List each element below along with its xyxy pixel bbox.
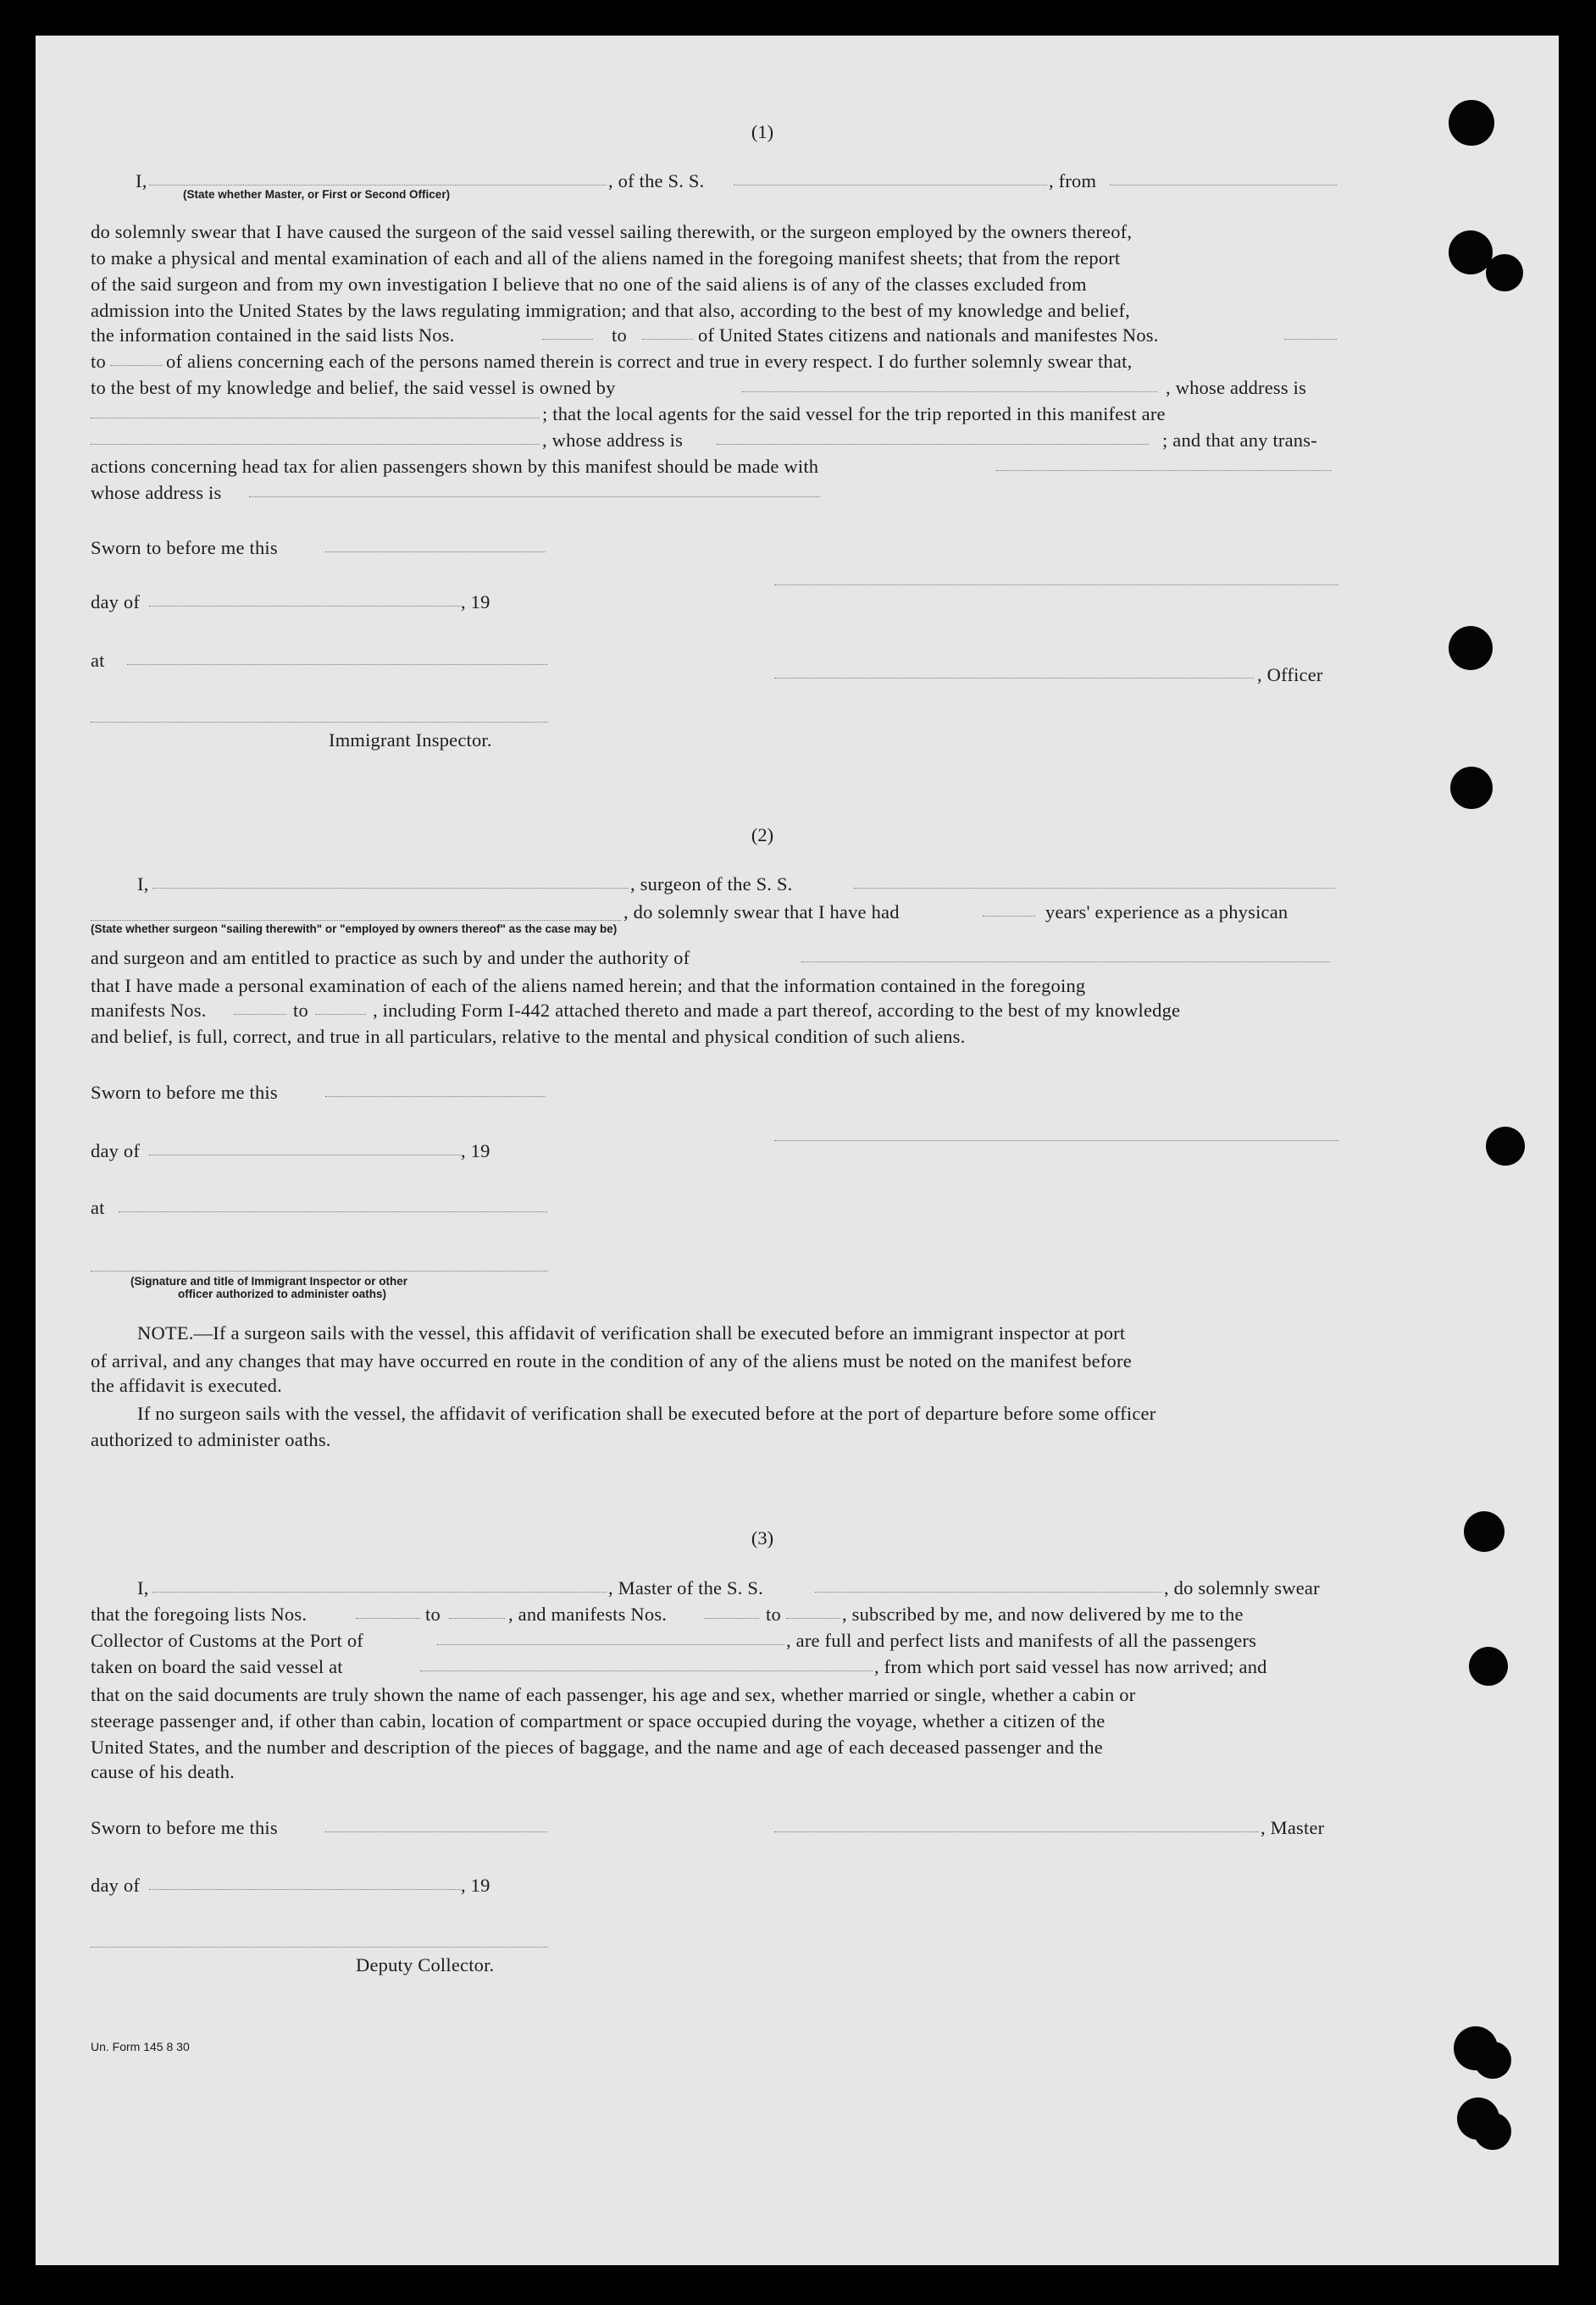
- s1-agents-address: , whose address is: [542, 429, 684, 451]
- s1-whose-address: whose address is: [91, 482, 222, 503]
- s3-lists-to-line: [449, 1618, 505, 1619]
- s3-master-signature-line: [774, 1831, 1259, 1832]
- s2-belief: and belief, is full, correct, and true in all particulars, relative to the mental and physical condition of such aliens.: [91, 1026, 966, 1047]
- s3-para-line-1: that on the said documents are truly shown the name of each passenger, his age and sex, whether married or single, whether a cabin or: [91, 1684, 1136, 1705]
- s1-officer-name-line: [149, 185, 607, 186]
- s1-agents-line: [91, 444, 540, 445]
- s2-signature-note-2: officer authorized to administer oaths): [178, 1288, 387, 1300]
- s3-master-of: , Master of the S. S.: [608, 1577, 763, 1599]
- form-number: Un. Form 145 8 30: [91, 2040, 190, 2053]
- s1-para-line-3: of the said surgeon and from my own investigation I believe that no one of the said aliens is of any of the classes excluded from: [91, 274, 1087, 295]
- s1-owner-line: [742, 391, 1157, 392]
- s2-sworn-line: [325, 1096, 546, 1097]
- s3-day-line: [149, 1889, 461, 1890]
- s1-lists-to-line: [642, 339, 693, 340]
- s2-inspector-line: [91, 1271, 548, 1272]
- s2-years-line: [983, 916, 1035, 917]
- s2-at-line: [119, 1211, 547, 1212]
- s1-head-tax-line: [996, 470, 1332, 471]
- s2-note2-line-1: If no surgeon sails with the vessel, the affidavit of verification shall be executed before at the port of departure before some officer: [137, 1403, 1156, 1424]
- s1-sworn-line: [325, 551, 546, 552]
- s2-authority: and surgeon and am entitled to practice as such by and under the authority of: [91, 947, 690, 968]
- s2-manifest-from-line: [234, 1014, 286, 1015]
- s3-sworn: Sworn to before me this: [91, 1817, 278, 1838]
- s1-from-line: [1110, 185, 1337, 186]
- s2-nineteen: , 19: [461, 1140, 490, 1161]
- s1-head-tax-address-line: [249, 496, 820, 497]
- s2-note2-line-2: authorized to administer oaths.: [91, 1429, 331, 1450]
- s2-signature-line: [774, 1140, 1338, 1141]
- s3-para-line-3: United States, and the number and description of the pieces of baggage, and the name and age of each deceased passenger and the: [91, 1737, 1103, 1758]
- s3-port-line: [437, 1644, 784, 1645]
- section-1-heading: (1): [751, 121, 774, 142]
- s3-master-name-line: [152, 1592, 607, 1593]
- punch-hole: [1449, 626, 1493, 670]
- s2-personal-exam: that I have made a personal examination of each of the aliens named herein; and that the information contained in the foregoing: [91, 975, 1086, 996]
- s2-manifests-nos: manifests Nos.: [91, 1000, 207, 1021]
- s3-lists-to: to: [425, 1604, 441, 1625]
- s1-citizens: of United States citizens and nationals and manifestes Nos.: [698, 324, 1159, 346]
- s2-form-442: , including Form I-442 attached thereto and made a part thereof, according to the best of my knowledge: [373, 1000, 1181, 1021]
- s1-manifest-to-line: [110, 365, 163, 366]
- s1-officer: , Officer: [1257, 664, 1323, 685]
- s3-solemnly: , do solemnly swear: [1164, 1577, 1320, 1599]
- s1-any-trans: ; and that any trans-: [1162, 429, 1317, 451]
- s3-vessel-line: [815, 1592, 1162, 1593]
- s1-para-line-1: do solemnly swear that I have caused the surgeon of the said vessel sailing therewith, or the surgeon employed by the owners thereof,: [91, 221, 1133, 242]
- punch-hole: [1469, 1647, 1508, 1686]
- s2-i: I,: [137, 873, 149, 895]
- s2-surgeon-of: , surgeon of the S. S.: [630, 873, 793, 895]
- s2-note-line-1: NOTE.—If a surgeon sails with the vessel, this affidavit of verification shall be executed before an immigrant inspector at port: [137, 1322, 1126, 1344]
- s2-line-2: [91, 920, 621, 921]
- s1-lists-nos: the information contained in the said lists Nos.: [91, 324, 455, 346]
- s1-vessel-name-line: [734, 185, 1047, 186]
- s2-note-line-2: of arrival, and any changes that may have occurred en route in the condition of any of the aliens must be noted on the manifest before: [91, 1350, 1132, 1371]
- s1-local-agents: ; that the local agents for the said vessel for the trip reported in this manifest are: [542, 403, 1166, 424]
- s3-nineteen: , 19: [461, 1875, 490, 1896]
- s1-para-line-2: to make a physical and mental examination of each and all of the aliens named in the foregoing manifest sheets; that from the report: [91, 247, 1121, 269]
- s1-nineteen: , 19: [461, 591, 490, 612]
- s2-vessel-line: [854, 888, 1335, 889]
- s2-authority-line: [801, 961, 1330, 962]
- s1-aliens-text: of aliens concerning each of the persons named therein is correct and true in every respect. I do further solemnly swear that,: [166, 351, 1133, 372]
- s1-para-line-4: admission into the United States by the laws regulating immigration; and that also, according to the best of my knowledge and belief,: [91, 300, 1130, 321]
- section-3-heading: (3): [751, 1527, 774, 1549]
- s1-to: to: [91, 351, 106, 372]
- s1-officer-line: [774, 678, 1254, 679]
- s1-agents-address-line: [717, 444, 1149, 445]
- s3-death: cause of his death.: [91, 1761, 235, 1782]
- s2-do-swear: , do solemnly swear that I have had: [623, 901, 900, 923]
- s2-years: years' experience as a physican: [1045, 901, 1288, 923]
- s2-surgeon-name-line: [152, 888, 629, 889]
- s2-at: at: [91, 1197, 105, 1218]
- s3-lists-nos: that the foregoing lists Nos.: [91, 1604, 308, 1625]
- s1-at: at: [91, 650, 105, 671]
- s2-signature-note-1: (Signature and title of Immigrant Inspector or other: [130, 1275, 408, 1288]
- s1-i: I,: [136, 170, 147, 191]
- s1-owner-address: , whose address is: [1166, 377, 1307, 398]
- s2-surgeon-note: (State whether surgeon "sailing therewith" or "employed by owners thereof" as the case may be): [91, 923, 618, 935]
- s2-manifest-to-line: [315, 1014, 366, 1015]
- s1-manifests-line: [1284, 339, 1337, 340]
- s3-taken-on-board: taken on board the said vessel at: [91, 1656, 343, 1677]
- s3-lists-from-line: [356, 1618, 420, 1619]
- s3-i: I,: [137, 1577, 149, 1599]
- s3-subscribed: , subscribed by me, and now delivered by me to the: [842, 1604, 1244, 1625]
- s3-collector-line: [91, 1947, 548, 1948]
- s2-sworn: Sworn to before me this: [91, 1082, 278, 1103]
- s2-to: to: [293, 1000, 308, 1021]
- s3-manifests-to-line: [786, 1618, 840, 1619]
- s3-sworn-line: [325, 1831, 547, 1832]
- s3-manifests-to: to: [766, 1604, 781, 1625]
- s1-lists-from-line: [542, 339, 593, 340]
- s2-note-line-3: the affidavit is executed.: [91, 1375, 282, 1396]
- punch-hole: [1454, 2026, 1498, 2070]
- s1-head-tax: actions concerning head tax for alien passengers shown by this manifest should be made with: [91, 456, 819, 477]
- s1-inspector: Immigrant Inspector.: [329, 729, 492, 751]
- punch-hole: [1486, 254, 1523, 291]
- punch-hole: [1450, 767, 1493, 809]
- section-2-heading: (2): [751, 824, 774, 845]
- s3-collector: Collector of Customs at the Port of: [91, 1630, 363, 1651]
- s1-master-note: (State whether Master, or First or Second Officer): [183, 188, 451, 201]
- s1-sworn: Sworn to before me this: [91, 537, 278, 558]
- s3-manifests-from-line: [705, 1618, 759, 1619]
- s1-of-ss: , of the S. S.: [608, 170, 705, 191]
- s1-day-line: [149, 606, 461, 607]
- s3-arrived: , from which port said vessel has now arrived; and: [874, 1656, 1267, 1677]
- s3-deputy-collector: Deputy Collector.: [356, 1954, 495, 1975]
- s3-day-of: day of: [91, 1875, 141, 1896]
- s3-full-perfect: , are full and perfect lists and manifests of all the passengers: [786, 1630, 1257, 1651]
- s3-master: , Master: [1261, 1817, 1325, 1838]
- punch-hole: [1486, 1127, 1525, 1166]
- s3-para-line-2: steerage passenger and, if other than cabin, location of compartment or space occupied during the voyage, whether a citizen of the: [91, 1710, 1106, 1732]
- s1-at-line: [127, 664, 547, 665]
- s1-day-of: day of: [91, 591, 141, 612]
- s1-owned-by: to the best of my knowledge and belief, the said vessel is owned by: [91, 377, 616, 398]
- s3-manifests-nos: , and manifests Nos.: [508, 1604, 668, 1625]
- s1-lists-to: to: [612, 324, 627, 346]
- s1-from: , from: [1049, 170, 1097, 191]
- punch-hole: [1474, 2113, 1511, 2150]
- s2-day-of: day of: [91, 1140, 141, 1161]
- s1-inspector-line: [91, 722, 548, 723]
